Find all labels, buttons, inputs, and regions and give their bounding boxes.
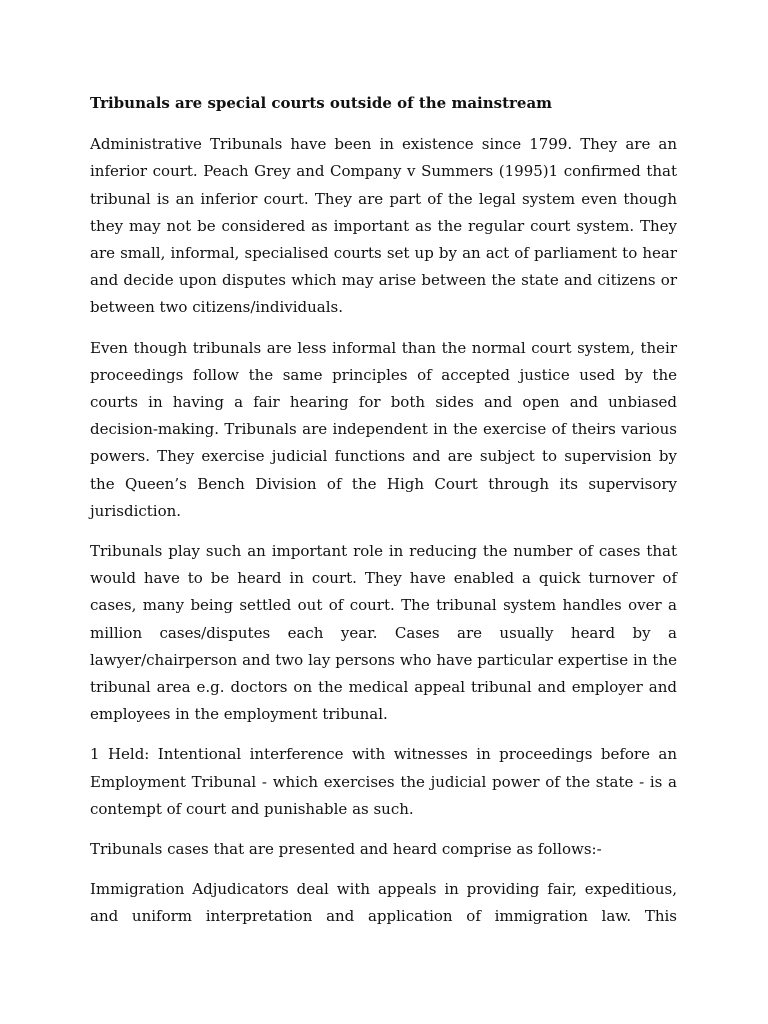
paragraph-cases-intro: Tribunals cases that are presented and heard comprise as follows:-	[90, 840, 602, 859]
document-body	[90, 90, 677, 944]
paragraph-proceedings: Even though tribunals are less informal than the normal court system, their proceedings follow the same principles of accepted justice used by the courts in having a fair hearing for both sides and open and unbiased decision-making. Tribunals are independent in the exercise of theirs various powers. They exercise judicial functions and are subject to supervision by the Queen’s Bench Division of the High Court through its supervisory jurisdiction.	[90, 338, 677, 520]
document-title: Tribunals are special courts outside of the mainstream	[90, 94, 553, 112]
paragraph-role: Tribunals play such an important role in reducing the number of cases that would have to be heard in court. They have enabled a quick turnover of cases, many being settled out of court. The tribunal system handles over a million cases/disputes each year. Cases are usually heard by a lawyer/chairperson and two lay persons who have particular expertise in the tribunal area e.g. doctors on the medical appeal tribunal and employer and employees in the employment tribunal.	[90, 542, 677, 724]
footnote-held: 1 Held: Intentional interference with witnesses in proceedings before an Employment Tribunal - which exercises the judicial power of the state - is a contempt of court and punishable as such.	[90, 745, 677, 818]
paragraph-history: Administrative Tribunals have been in existence since 1799. They are an inferior court. Peach Grey and Company v Summers (1995)1 confirmed that tribunal is an inferior court. They are part of the legal system even though they may not be considered as important as the regular court system. They are small, informal, specialised courts set up by an act of parliament to hear and decide upon disputes which may arise between the state and citizens or between two citizens/individuals.	[90, 135, 677, 317]
paragraph-immigration: Immigration Adjudicators deal with appeals in providing fair, expeditious, and uniform interpretation and application of immigration law. This	[90, 880, 677, 926]
